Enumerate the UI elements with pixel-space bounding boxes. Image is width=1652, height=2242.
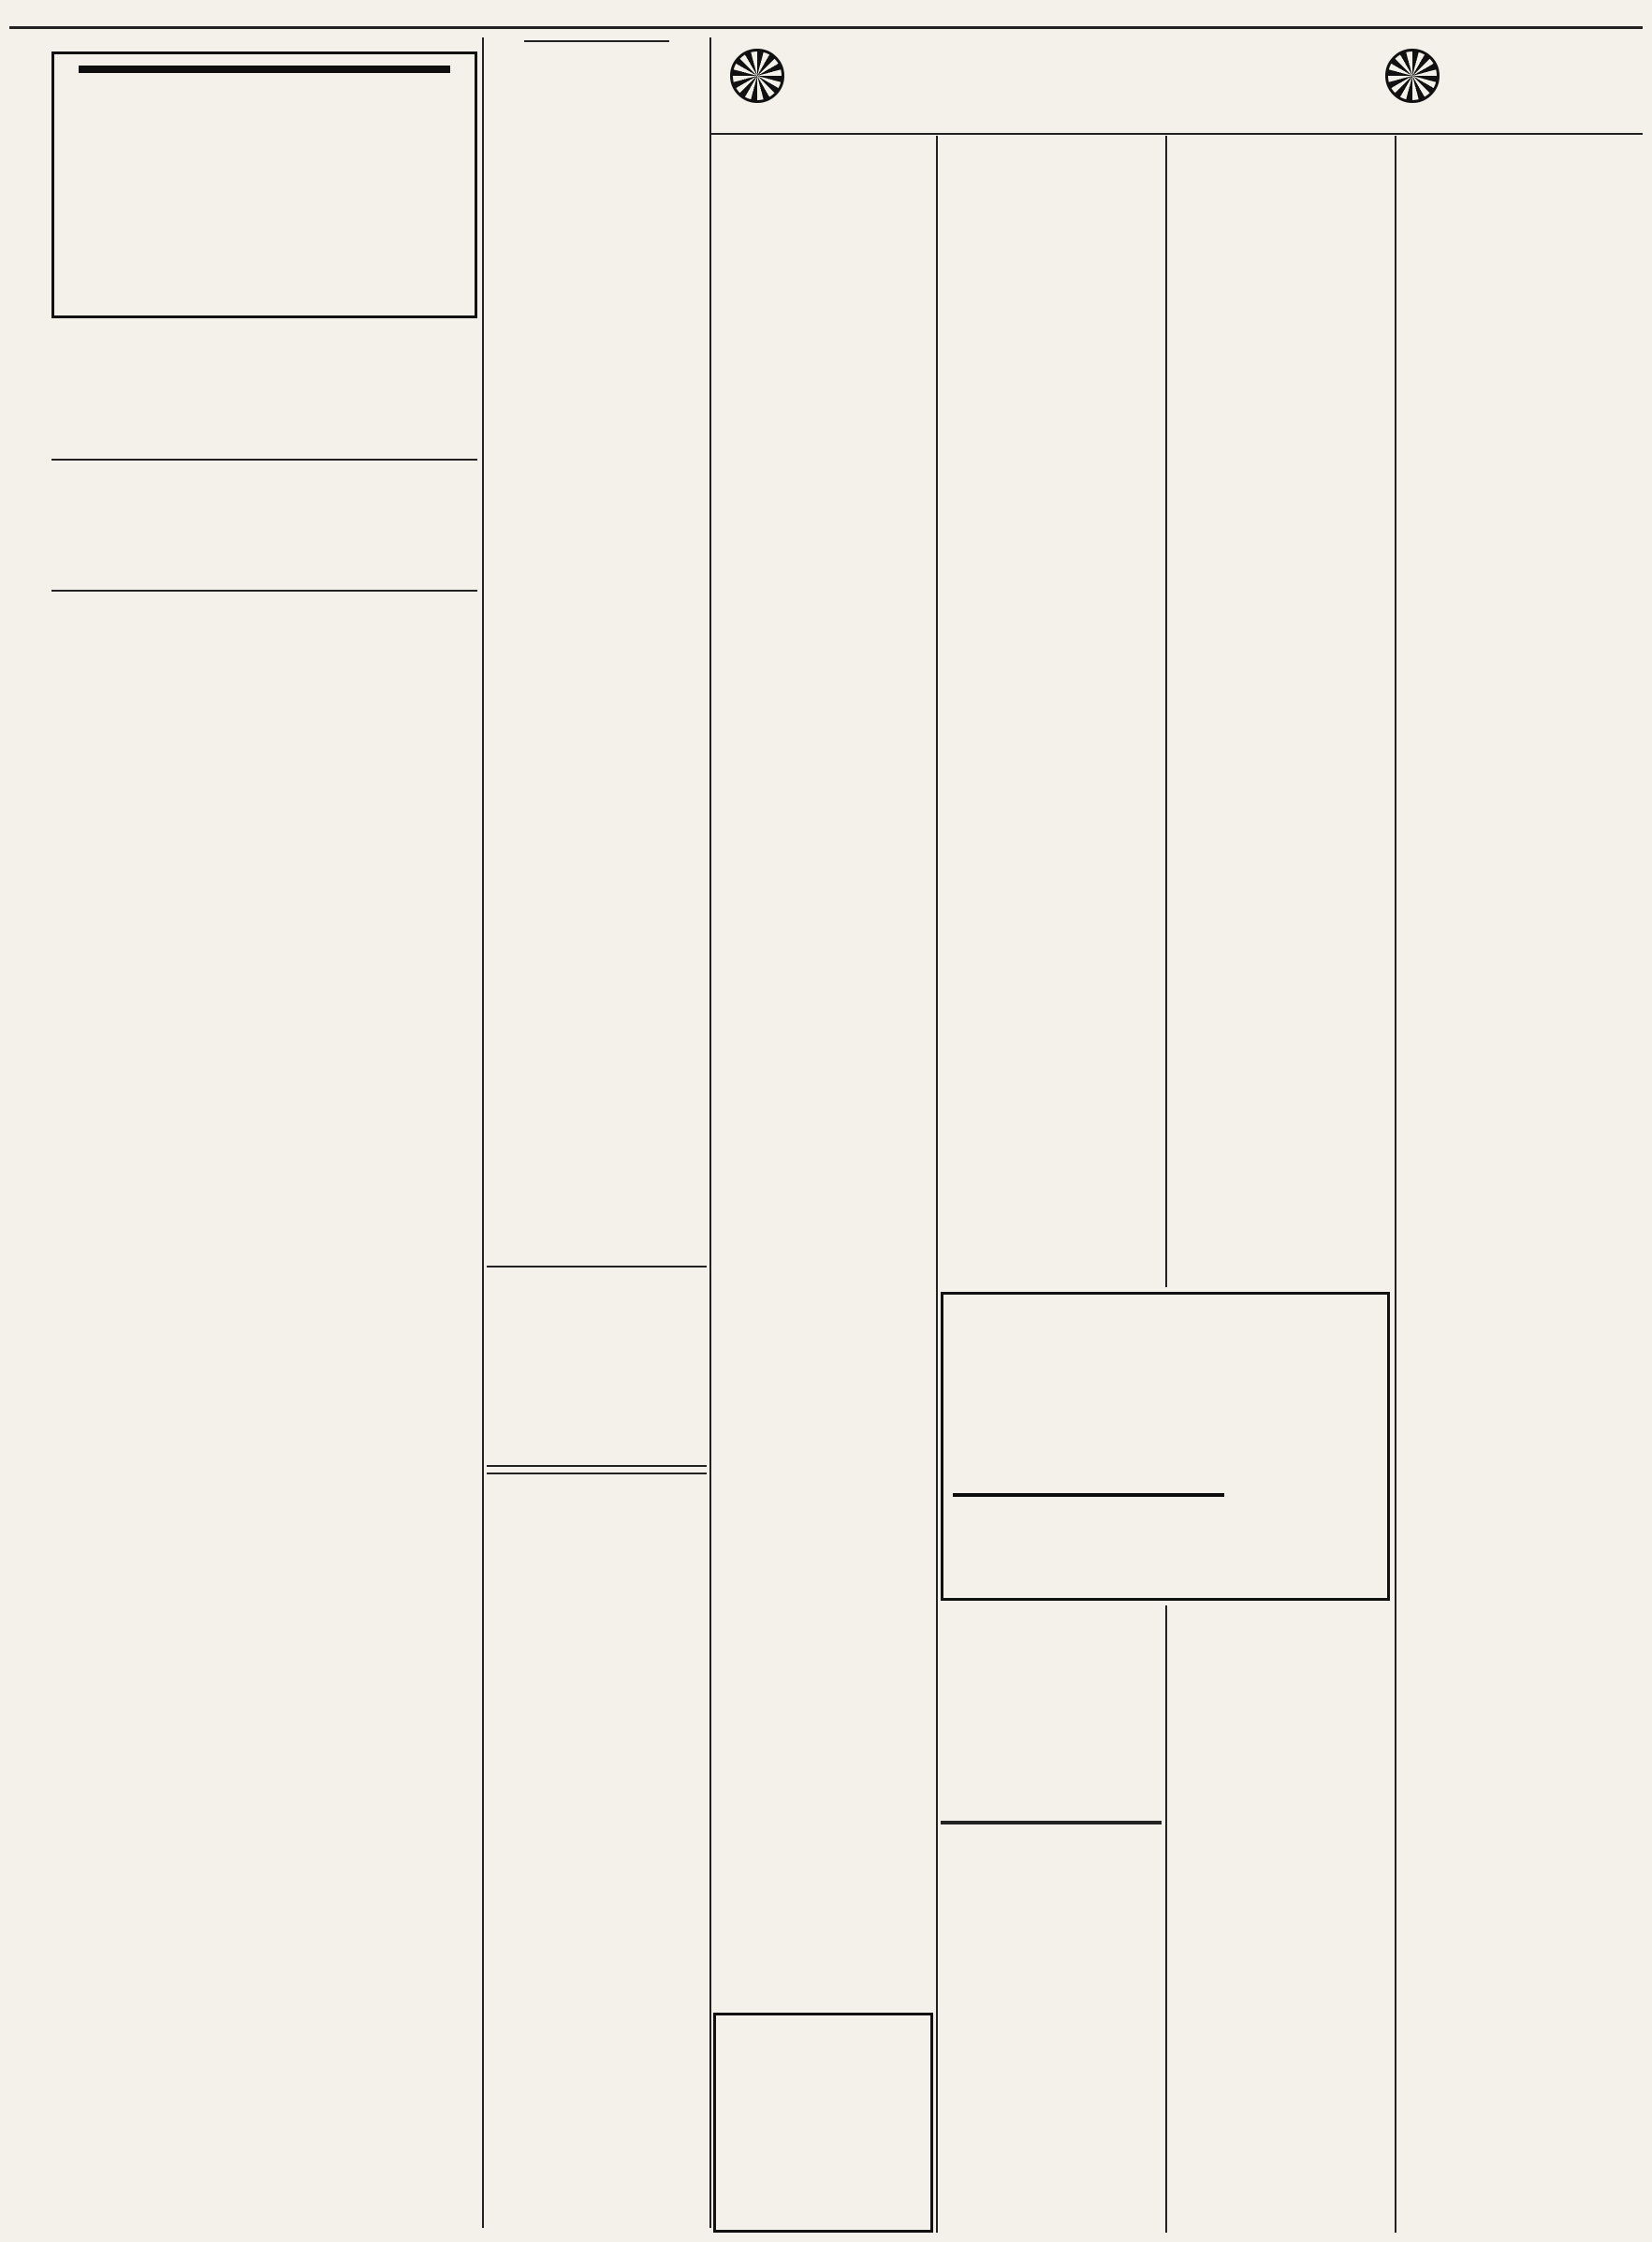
col-rule [1395, 136, 1396, 2233]
cinema-condes-ad [487, 1271, 707, 1458]
festa-article [487, 323, 707, 1264]
rosette-left-icon [730, 49, 784, 108]
agenda-article [713, 365, 933, 477]
questao-article [713, 1465, 933, 1605]
movimento-title [487, 1465, 707, 1474]
mid-text [941, 1608, 1162, 1814]
crise-article [941, 140, 1162, 1292]
war-text [51, 323, 477, 454]
rule [487, 1266, 707, 1268]
repressao-article [941, 2148, 1162, 2233]
imperios-article [1170, 1608, 1391, 2233]
canetas-ad [713, 2013, 933, 2233]
reclamacoes-article [941, 1966, 1162, 2144]
col-rule [709, 37, 711, 2228]
caldas-article [51, 1971, 477, 2233]
movimento-article [487, 1465, 707, 2233]
pequenas-article [941, 1821, 1162, 1961]
purgacoes-ad [51, 463, 477, 585]
main-title-area [711, 32, 1460, 130]
rule [51, 590, 477, 592]
deputados-article [713, 482, 933, 1311]
rule [51, 459, 477, 461]
col-rule [1165, 1605, 1167, 2233]
pagamento-article [713, 1320, 933, 1460]
theatros-article [487, 37, 707, 318]
simoes-ad [51, 1854, 477, 1966]
calcado-article [51, 1048, 477, 1610]
colyseu-ad [941, 1292, 1390, 1601]
main-title [796, 32, 1376, 130]
salao-central-ad [51, 51, 477, 318]
ad-film [79, 66, 450, 73]
rosette-right-icon [1385, 49, 1440, 108]
col-rule [1165, 136, 1167, 1287]
sport-article [713, 1610, 933, 2003]
pequenas-title [941, 1821, 1162, 1824]
title-rule [711, 133, 1643, 135]
regressados-article [51, 597, 477, 1047]
theatros-sub [524, 40, 669, 42]
theatros-body [713, 136, 933, 360]
col7-top [1399, 140, 1645, 758]
top-rule [9, 26, 1643, 29]
col-rule [482, 37, 484, 2228]
conflagracao-article [1170, 140, 1391, 1292]
colyseu-author [953, 1493, 1224, 1497]
col-rule [936, 136, 938, 2233]
masthead-strip [9, 7, 1643, 28]
